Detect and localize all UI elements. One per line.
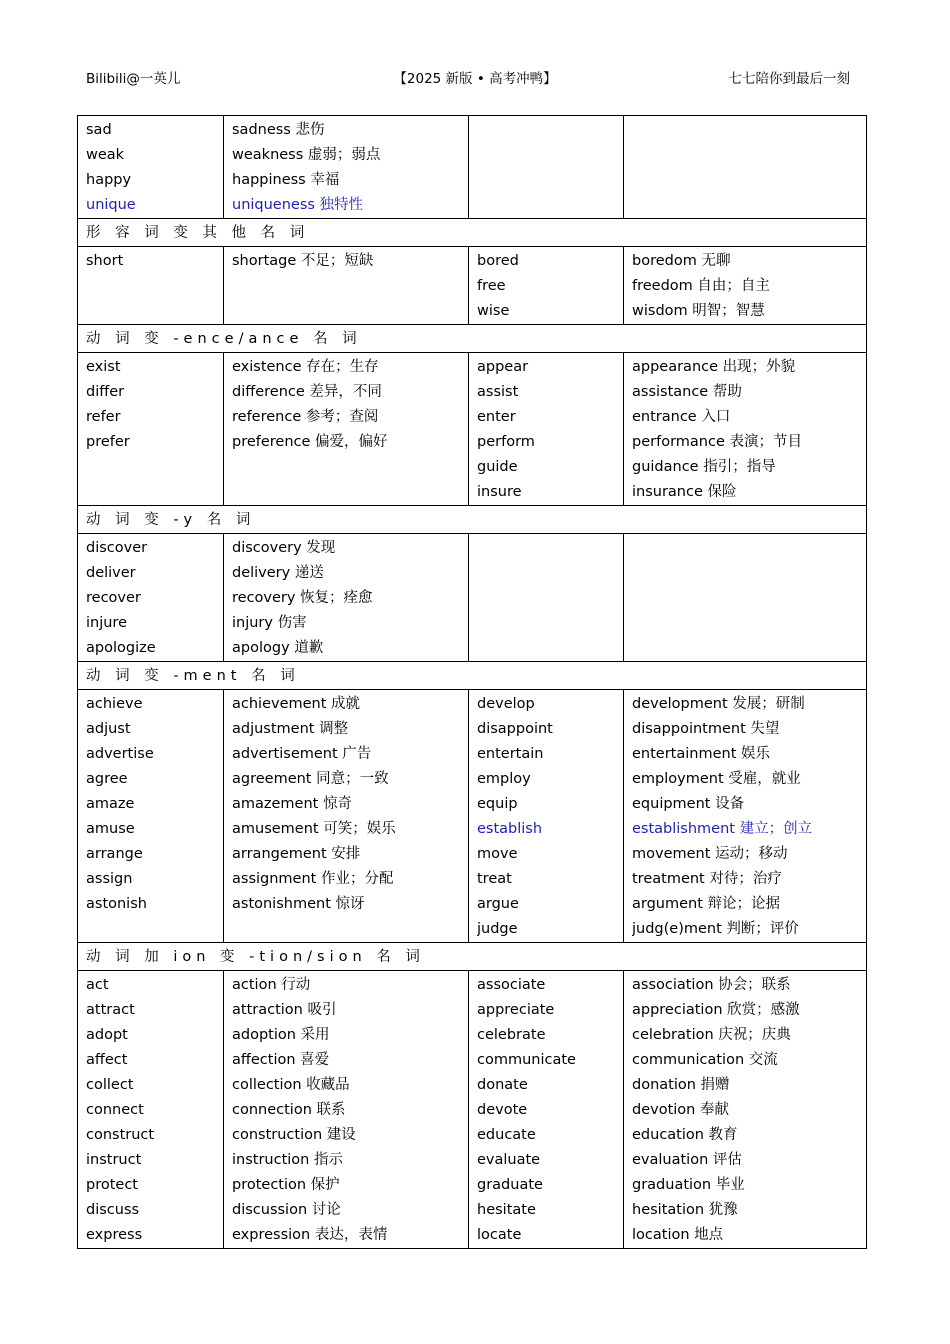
base-word-column bbox=[469, 116, 624, 219]
base-word: donate bbox=[477, 1077, 528, 1093]
section-title: 动 词 变 -y 名 词 bbox=[78, 506, 867, 534]
base-word: educate bbox=[477, 1127, 536, 1143]
base-word-column bbox=[78, 353, 224, 506]
noun-form-column bbox=[224, 534, 469, 662]
noun-form: agreement 同意；一致 bbox=[232, 771, 389, 787]
noun-form: hesitation 犹豫 bbox=[632, 1202, 738, 1218]
base-word: appreciate bbox=[477, 1002, 555, 1018]
noun-form: existence 存在；生存 bbox=[232, 359, 379, 375]
noun-form: weakness 虚弱；弱点 bbox=[232, 147, 381, 163]
section-title: 形 容 词 变 其 他 名 词 bbox=[78, 219, 867, 247]
noun-form: construction 建设 bbox=[232, 1127, 356, 1143]
base-word: devote bbox=[477, 1102, 528, 1118]
noun-form: establishment 建立；创立 bbox=[632, 821, 813, 837]
noun-form: evaluation 评估 bbox=[632, 1152, 742, 1168]
base-word: refer bbox=[86, 409, 121, 425]
base-word: happy bbox=[86, 172, 132, 188]
base-word: amuse bbox=[86, 821, 135, 837]
base-word: insure bbox=[477, 484, 522, 500]
base-word: attract bbox=[86, 1002, 135, 1018]
noun-form: achievement 成就 bbox=[232, 696, 361, 712]
base-word-column bbox=[78, 690, 224, 943]
noun-form: attraction 吸引 bbox=[232, 1002, 337, 1018]
noun-form: discovery 发现 bbox=[232, 540, 336, 556]
base-word: adjust bbox=[86, 721, 131, 737]
noun-form-column bbox=[224, 116, 469, 219]
base-word: evaluate bbox=[477, 1152, 541, 1168]
base-word: unique bbox=[86, 197, 136, 213]
noun-form: treatment 对待；治疗 bbox=[632, 871, 782, 887]
section-title: 动 词 变 -ence/ance 名 词 bbox=[78, 325, 867, 353]
section-title: 动 词 变 -ment 名 词 bbox=[78, 662, 867, 690]
noun-form: uniqueness 独特性 bbox=[232, 197, 364, 213]
base-word: amaze bbox=[86, 796, 135, 812]
noun-form: boredom 无聊 bbox=[632, 253, 731, 269]
noun-form: appearance 出现；外貌 bbox=[632, 359, 796, 375]
noun-form: graduation 毕业 bbox=[632, 1177, 745, 1193]
base-word: short bbox=[86, 253, 124, 269]
noun-form: shortage 不足；短缺 bbox=[232, 253, 374, 269]
base-word: sad bbox=[86, 122, 112, 138]
base-word-column bbox=[78, 116, 224, 219]
base-word: arrange bbox=[86, 846, 143, 862]
base-word: celebrate bbox=[477, 1027, 546, 1043]
noun-form: recovery 恢复；痊愈 bbox=[232, 590, 373, 606]
base-word: construct bbox=[86, 1127, 155, 1143]
base-word: develop bbox=[477, 696, 535, 712]
base-word: affect bbox=[86, 1052, 128, 1068]
section-title: 动 词 加 ion 变 -tion/sion 名 词 bbox=[78, 943, 867, 971]
noun-form-column bbox=[224, 247, 469, 325]
noun-form-column bbox=[224, 353, 469, 506]
noun-form: communication 交流 bbox=[632, 1052, 778, 1068]
word-group-row bbox=[78, 247, 867, 325]
noun-form: performance 表演；节目 bbox=[632, 434, 802, 450]
base-word-column bbox=[469, 353, 624, 506]
base-word: collect bbox=[86, 1077, 134, 1093]
noun-form: sadness 悲伤 bbox=[232, 122, 325, 138]
noun-form: instruction 指示 bbox=[232, 1152, 343, 1168]
header-center: 【2025 新版 • 高考冲鸭】 bbox=[393, 71, 557, 87]
noun-form-column bbox=[624, 247, 867, 325]
base-word: move bbox=[477, 846, 518, 862]
word-group-row bbox=[78, 690, 867, 943]
base-word: adopt bbox=[86, 1027, 128, 1043]
base-word-column bbox=[469, 247, 624, 325]
noun-form: assignment 作业；分配 bbox=[232, 871, 394, 887]
noun-form: freedom 自由；自主 bbox=[632, 278, 770, 294]
noun-form: insurance 保险 bbox=[632, 484, 737, 500]
noun-form: disappointment 失望 bbox=[632, 721, 780, 737]
noun-form: assistance 帮助 bbox=[632, 384, 742, 400]
header-right: 七七陪你到最后一刻 bbox=[728, 71, 850, 87]
noun-form: movement 运动；移动 bbox=[632, 846, 788, 862]
base-word: hesitate bbox=[477, 1202, 536, 1218]
noun-form-column bbox=[624, 690, 867, 943]
base-word: discover bbox=[86, 540, 148, 556]
noun-form: happiness 幸福 bbox=[232, 172, 340, 188]
noun-form: argument 辩论；论据 bbox=[632, 896, 781, 912]
base-word: enter bbox=[477, 409, 516, 425]
noun-form: preference 偏爱，偏好 bbox=[232, 434, 388, 450]
base-word: express bbox=[86, 1227, 143, 1243]
noun-form-column bbox=[224, 690, 469, 943]
noun-form: difference 差异，不同 bbox=[232, 384, 382, 400]
noun-form: arrangement 安排 bbox=[232, 846, 361, 862]
noun-form: advertisement 广告 bbox=[232, 746, 372, 762]
noun-form: location 地点 bbox=[632, 1227, 724, 1243]
base-word: treat bbox=[477, 871, 512, 887]
base-word: achieve bbox=[86, 696, 143, 712]
base-word-column bbox=[469, 971, 624, 1249]
noun-form: action 行动 bbox=[232, 977, 311, 993]
noun-form-column bbox=[224, 971, 469, 1249]
base-word: appear bbox=[477, 359, 529, 375]
noun-form-column bbox=[624, 116, 867, 219]
word-group-row bbox=[78, 116, 867, 219]
noun-form: equipment 设备 bbox=[632, 796, 745, 812]
noun-form: development 发展；研制 bbox=[632, 696, 805, 712]
noun-form-column bbox=[624, 971, 867, 1249]
section-header-row bbox=[78, 219, 867, 247]
base-word: deliver bbox=[86, 565, 136, 581]
base-word: assist bbox=[477, 384, 519, 400]
noun-form: discussion 讨论 bbox=[232, 1202, 341, 1218]
base-word: assign bbox=[86, 871, 133, 887]
vocabulary-table-body bbox=[78, 116, 867, 1249]
header-left: Bilibili@一英儿 bbox=[86, 71, 181, 87]
base-word-column bbox=[78, 247, 224, 325]
word-group-row bbox=[78, 534, 867, 662]
base-word: communicate bbox=[477, 1052, 576, 1068]
noun-form: adoption 采用 bbox=[232, 1027, 330, 1043]
noun-form: injury 伤害 bbox=[232, 615, 307, 631]
base-word: discuss bbox=[86, 1202, 140, 1218]
noun-form: devotion 奉献 bbox=[632, 1102, 729, 1118]
noun-form: education 教育 bbox=[632, 1127, 738, 1143]
base-word-column bbox=[469, 690, 624, 943]
base-word: recover bbox=[86, 590, 141, 606]
noun-form: guidance 指引；指导 bbox=[632, 459, 776, 475]
base-word-column bbox=[78, 971, 224, 1249]
base-word: protect bbox=[86, 1177, 138, 1193]
base-word: apologize bbox=[86, 640, 156, 656]
base-word: graduate bbox=[477, 1177, 543, 1193]
base-word: exist bbox=[86, 359, 121, 375]
base-word: guide bbox=[477, 459, 518, 475]
noun-form-column bbox=[624, 534, 867, 662]
noun-form: apology 道歉 bbox=[232, 640, 324, 656]
base-word: disappoint bbox=[477, 721, 553, 737]
section-header-row bbox=[78, 943, 867, 971]
noun-form-column bbox=[624, 353, 867, 506]
base-word: equip bbox=[477, 796, 518, 812]
noun-form: expression 表达，表情 bbox=[232, 1227, 388, 1243]
base-word: prefer bbox=[86, 434, 130, 450]
base-word: wise bbox=[477, 303, 510, 319]
noun-form: astonishment 惊讶 bbox=[232, 896, 365, 912]
base-word-column bbox=[78, 534, 224, 662]
base-word: connect bbox=[86, 1102, 144, 1118]
noun-form: delivery 递送 bbox=[232, 565, 324, 581]
base-word: bored bbox=[477, 253, 519, 269]
base-word: injure bbox=[86, 615, 128, 631]
base-word-column bbox=[469, 534, 624, 662]
base-word: associate bbox=[477, 977, 546, 993]
base-word: judge bbox=[477, 921, 518, 937]
noun-form: collection 收藏品 bbox=[232, 1077, 350, 1093]
noun-form: celebration 庆祝；庆典 bbox=[632, 1027, 791, 1043]
noun-form: donation 捐赠 bbox=[632, 1077, 730, 1093]
base-word: astonish bbox=[86, 896, 147, 912]
section-header-row bbox=[78, 325, 867, 353]
noun-form: association 协会；联系 bbox=[632, 977, 791, 993]
base-word: weak bbox=[86, 147, 125, 163]
noun-form: wisdom 明智；智慧 bbox=[632, 303, 765, 319]
base-word: perform bbox=[477, 434, 535, 450]
noun-form: adjustment 调整 bbox=[232, 721, 349, 737]
base-word: entertain bbox=[477, 746, 544, 762]
word-group-row bbox=[78, 971, 867, 1249]
base-word: instruct bbox=[86, 1152, 142, 1168]
noun-form: employment 受雇，就业 bbox=[632, 771, 801, 787]
noun-form: affection 喜爱 bbox=[232, 1052, 330, 1068]
noun-form: amusement 可笑；娱乐 bbox=[232, 821, 396, 837]
section-header-row bbox=[78, 662, 867, 690]
base-word: establish bbox=[477, 821, 543, 837]
noun-form: reference 参考；查阅 bbox=[232, 409, 379, 425]
base-word: locate bbox=[477, 1227, 522, 1243]
base-word: advertise bbox=[86, 746, 154, 762]
noun-form: appreciation 欣赏；感激 bbox=[632, 1002, 800, 1018]
base-word: differ bbox=[86, 384, 125, 400]
base-word: argue bbox=[477, 896, 519, 912]
noun-form: amazement 惊奇 bbox=[232, 796, 352, 812]
noun-form: entrance 入口 bbox=[632, 409, 731, 425]
base-word: act bbox=[86, 977, 109, 993]
noun-form: protection 保护 bbox=[232, 1177, 340, 1193]
base-word: free bbox=[477, 278, 506, 294]
base-word: employ bbox=[477, 771, 531, 787]
section-header-row bbox=[78, 506, 867, 534]
noun-form: connection 联系 bbox=[232, 1102, 346, 1118]
noun-form: judg(e)ment 判断；评价 bbox=[632, 921, 799, 937]
vocabulary-table bbox=[77, 115, 867, 1249]
word-group-row bbox=[78, 353, 867, 506]
noun-form: entertainment 娱乐 bbox=[632, 746, 770, 762]
base-word: agree bbox=[86, 771, 128, 787]
